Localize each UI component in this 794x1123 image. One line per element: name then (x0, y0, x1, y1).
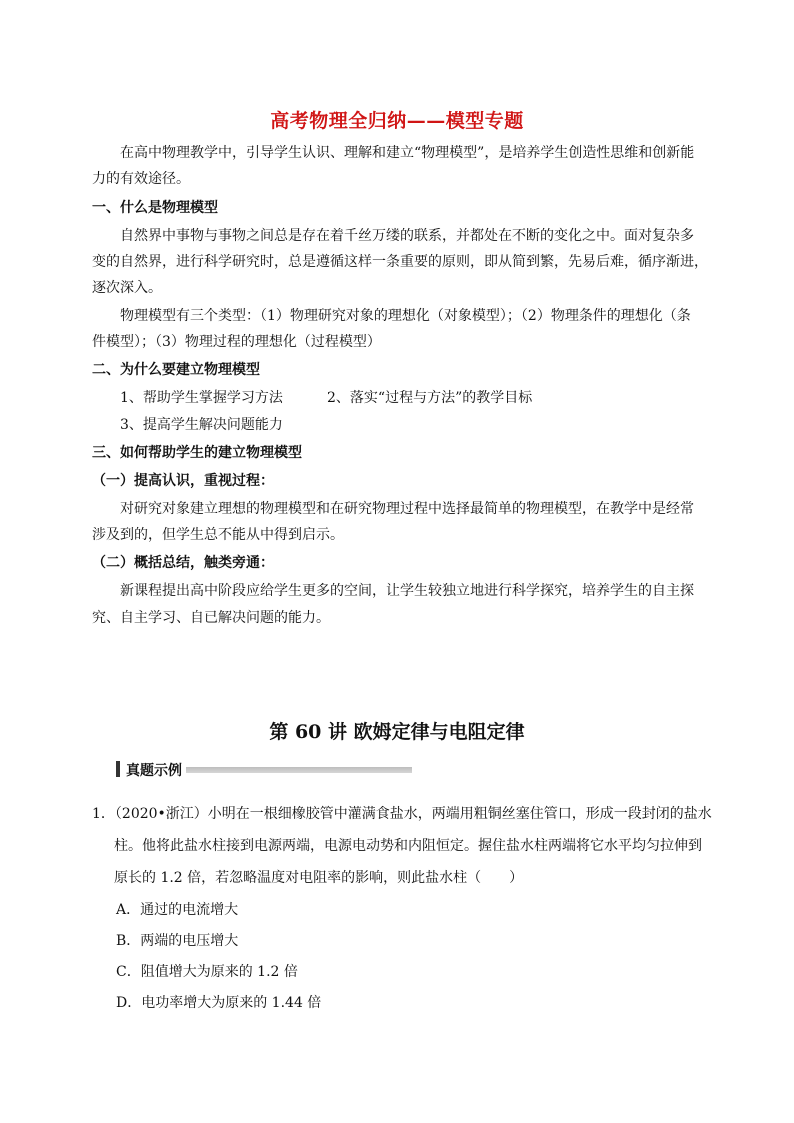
intro-line-2: 力的有效途径。 (92, 171, 190, 187)
question-line-1: 1．（2020•浙江）小明在一根细橡胶管中灌满食盐水，两端用粗铜丝塞住管口，形成一段封闭的盐水 (92, 806, 712, 822)
s1-para2-line2: 件模型）；（3）物理过程的理想化（过程模型） (92, 334, 381, 350)
intro-line-1: 在高中物理教学中，引导学生认识、理解和建立“物理模型”，是培养学生创造性思维和创新能 (120, 145, 695, 161)
option-c: C．阻值增大为原来的 1.2 倍 (116, 964, 298, 980)
question-line-3: 原长的 1.2 倍，若忽略温度对电阻率的影响，则此盐水柱（ ） (114, 870, 524, 886)
section-marker (116, 761, 120, 777)
s3-sub1-line1: 对研究对象建立理想的物理模型和在研究物理过程中选择最简单的物理模型，在教学中是经常 (120, 501, 694, 517)
section-rule (186, 767, 412, 773)
section-1-heading: 一、什么是物理模型 (92, 200, 218, 216)
s3-sub2-line2: 究、自主学习、自已解决问题的能力。 (92, 610, 330, 626)
section-label-bar (116, 760, 416, 778)
section-3-heading: 三、如何帮助学生的建立物理模型 (92, 445, 302, 461)
s3-subheading-1: （一）提高认识，重视过程： (92, 473, 274, 489)
option-a: A．通过的电流增大 (116, 902, 239, 918)
section-2-heading: 二、为什么要建立物理模型 (92, 362, 260, 378)
question-line-2: 柱。他将此盐水柱接到电源两端，电源电动势和内阻恒定。握住盐水柱两端将它水平均匀拉伸到 (114, 838, 702, 854)
option-d: D．电功率增大为原来的 1.44 倍 (116, 995, 322, 1011)
s2-item-3: 3、提高学生解决问题能力 (120, 417, 283, 433)
s2-item-2: 2、落实“过程与方法”的教学目标 (327, 390, 533, 406)
s2-item-1: 1、帮助学生掌握学习方法 (120, 390, 283, 406)
section-label: 真题示例 (126, 763, 182, 779)
s1-para1-line2: 变的自然界，进行科学研究时，总是遵循这样一条重要的原则，即从简到繁，先易后难，循序渐进， (92, 254, 708, 270)
option-b: B．两端的电压增大 (116, 933, 239, 949)
lecture-title: 第 60 讲 欧姆定律与电阻定律 (269, 721, 525, 743)
s1-para1-line1: 自然界中事物与事物之间总是存在着千丝万缕的联系，并都处在不断的变化之中。面对复杂多 (120, 228, 694, 244)
document-title: 高考物理全归纳——模型专题 (270, 110, 524, 132)
s3-sub1-line2: 涉及到的，但学生总不能从中得到启示。 (92, 527, 344, 543)
s3-subheading-2: （二）概括总结，触类旁通： (92, 555, 274, 571)
s1-para2-line1: 物理模型有三个类型：（1）物理研究对象的理想化（对象模型）；（2）物理条件的理想化（条 (120, 308, 691, 324)
s1-para1-line3: 逐次深入。 (92, 280, 162, 296)
s3-sub2-line1: 新课程提出高中阶段应给学生更多的空间，让学生较独立地进行科学探究，培养学生的自主探 (120, 583, 694, 599)
